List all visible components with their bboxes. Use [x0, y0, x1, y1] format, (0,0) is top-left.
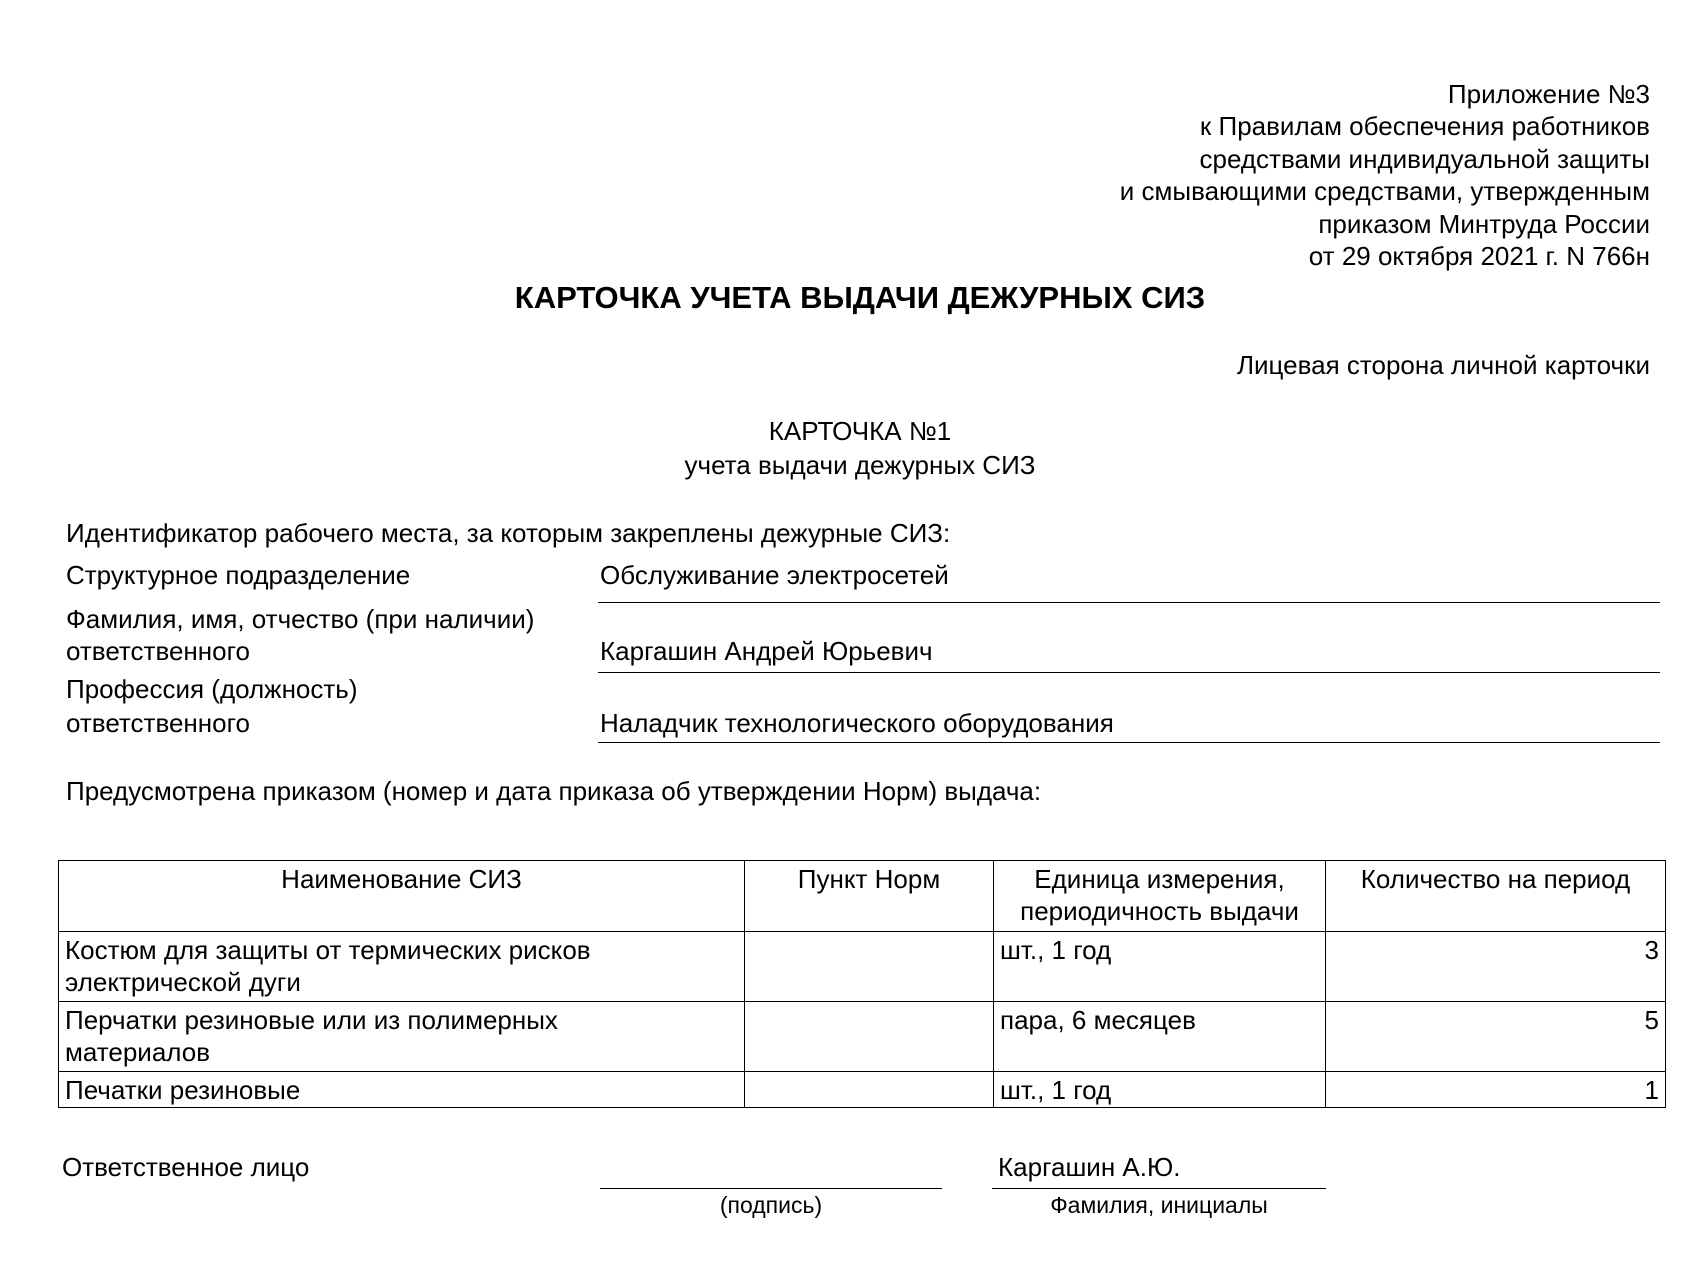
- department-value: Обслуживание электросетей: [600, 560, 949, 590]
- cell-norm-item: [745, 1072, 994, 1108]
- card-subtitle: учета выдачи дежурных СИЗ: [684, 450, 1036, 480]
- cell-name: [59, 1002, 745, 1072]
- responsible-name-label-line2: ответственного: [66, 636, 250, 666]
- cell-name: Печатки резиновые: [59, 1072, 745, 1108]
- department-label: Структурное подразделение: [66, 560, 411, 590]
- signature-label: Ответственное лицо: [62, 1152, 310, 1182]
- norms-table: [58, 860, 1666, 1108]
- cell-quantity: 3: [1326, 932, 1666, 1002]
- appendix-line: и смывающими средствами, утвержденным: [1119, 176, 1650, 207]
- header-quantity: Количество на период: [1326, 861, 1666, 932]
- cell-name-line2: электрической дуги: [65, 967, 301, 997]
- header-name: Наименование СИЗ: [59, 861, 745, 932]
- appendix-line: Приложение №3: [1447, 79, 1650, 109]
- department-underline: [598, 602, 1660, 603]
- header-unit: [994, 861, 1326, 932]
- header-norm-item: Пункт Норм: [745, 861, 994, 932]
- card-number: КАРТОЧКА №1: [768, 416, 952, 446]
- profession-underline: [598, 742, 1660, 743]
- cell-norm-item: [745, 932, 994, 1002]
- cell-norm-item: [745, 1002, 994, 1072]
- profession-label-line1: Профессия (должность): [66, 674, 358, 704]
- cell-quantity: 5: [1326, 1002, 1666, 1072]
- identifier-label: Идентификатор рабочего места, за которым закреплены дежурные СИЗ:: [66, 518, 951, 548]
- side-label: Лицевая сторона личной карточки: [1236, 350, 1650, 380]
- appendix-line: приказом Минтруда России: [1318, 208, 1650, 239]
- order-label: Предусмотрена приказом (номер и дата приказа об утверждении Норм) выдача:: [66, 776, 1042, 806]
- cell-unit: шт., 1 год: [994, 1072, 1326, 1108]
- cell-quantity: 1: [1326, 1072, 1666, 1108]
- profession-value: Наладчик технологического оборудования: [600, 708, 1114, 738]
- signer-name-underline: [992, 1188, 1326, 1189]
- cell-unit: пара, 6 месяцев: [994, 1002, 1326, 1072]
- signer-name: Каргашин А.Ю.: [998, 1152, 1181, 1182]
- table-row: [59, 1002, 1666, 1072]
- profession-label-line2: ответственного: [66, 708, 250, 738]
- signer-name-caption: Фамилия, инициалы: [1050, 1192, 1268, 1218]
- cell-name-line1: Костюм для защиты от термических рисков: [65, 935, 591, 965]
- table-row: [59, 1072, 1666, 1108]
- table-row: [59, 932, 1666, 1002]
- card-title: [0, 414, 1700, 482]
- cell-name-line1: Перчатки резиновые или из полимерных: [65, 1005, 558, 1035]
- responsible-name-underline: [598, 672, 1660, 673]
- appendix-block: [1120, 78, 1650, 272]
- appendix-line: средствами индивидуальной защиты: [1199, 143, 1650, 174]
- cell-name: [59, 932, 745, 1002]
- responsible-name-value: Каргашин Андрей Юрьевич: [600, 636, 933, 666]
- appendix-line: к Правилам обеспечения работников: [1199, 111, 1650, 142]
- signature-caption: (подпись): [719, 1192, 823, 1218]
- header-unit-line2: периодичность выдачи: [1020, 896, 1299, 926]
- cell-unit: шт., 1 год: [994, 932, 1326, 1002]
- cell-name-line2: материалов: [65, 1037, 211, 1067]
- table-header-row: [59, 861, 1666, 932]
- appendix-line: от 29 октября 2021 г. N 766н: [1308, 241, 1650, 272]
- signature-underline: [600, 1188, 942, 1189]
- header-unit-line1: Единица измерения,: [1034, 864, 1285, 894]
- document-title: КАРТОЧКА УЧЕТА ВЫДАЧИ ДЕЖУРНЫХ СИЗ: [514, 280, 1206, 315]
- responsible-name-label-line1: Фамилия, имя, отчество (при наличии): [66, 604, 535, 634]
